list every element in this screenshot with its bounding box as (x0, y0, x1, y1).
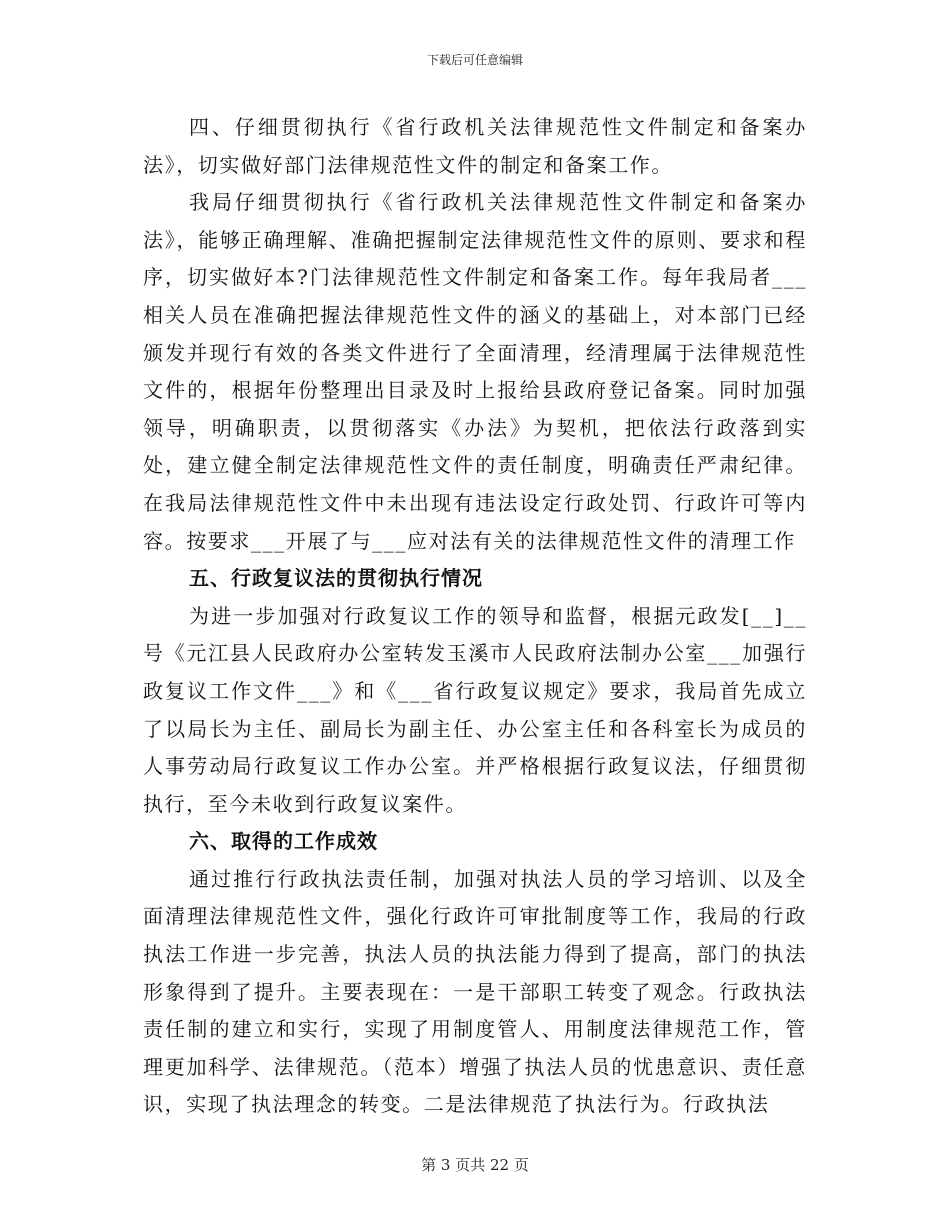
paragraph-section-5-body: 为进一步加强对行政复议工作的领导和监督，根据元政发[__]__号《元江县人民政府办公室转发玉溪市人民政府法制办公室___加强行政复议工作文件___》和《___省行政复议规定》要求，我局首先成立了以局长为主任、副局长为副主任、办公室主任和各科室长为成员的人事劳动局行政复议工作办公室。并严格根据行政复议法，仔细贯彻执行，至今未收到行政复议案件。 (143, 603, 807, 816)
heading-section-6: 六、取得的工作成效 (189, 829, 378, 854)
page-footer: 第 3 页共 22 页 (421, 1156, 529, 1174)
paragraph-section-6-body: 通过推行行政执法责任制，加强对执法人员的学习培训、以及全面清理法律规范性文件，强化行政许可审批制度等工作，我局的行政执法工作进一步完善，执法人员的执法能力得到了提高，部门的执法形象得到了提升。主要表现在：一是干部职工转变了观念。行政执法责任制的建立和实行，实现了用制度管人、用制度法律规范工作，管理更加科学、法律规范。（范本）增强了执法人员的忧患意识、责任意识，实现了执法理念的转变。二是法律规范了执法行为。行政执法 (143, 866, 807, 1117)
heading-section-5: 五、行政复议法的贯彻执行情况 (189, 566, 483, 591)
paragraph-section-4-title: 四、仔细贯彻执行《省行政机关法律规范性文件制定和备案办法》，切实做好部门法律规范性文件的制定和备案工作。 (143, 115, 807, 177)
paragraph-section-4-body: 我局仔细贯彻执行《省行政机关法律规范性文件制定和备案办法》，能够正确理解、准确把握制定法律规范性文件的原则、要求和程序，切实做好本?门法律规范性文件制定和备案工作。每年我局者___相关人员在准确把握法律规范性文件的涵义的基础上，对本部门已经颁发并现行有效的各类文件进行了全面清理，经清理属于法律规范性文件的，根据年份整理出目录及时上报给县政府登记备案。同时加强领导，明确职责，以贯彻落实《办法》为契机，把依法行政落到实处，建立健全制定法律规范性文件的责任制度，明确责任严肃纪律。在我局法律规范性文件中未出现有违法设定行政处罚、行政许可等内容。按要求___开展了与___应对法有关的法律规范性文件的清理工作 (143, 190, 807, 553)
document-body (143, 109, 807, 1124)
page-header: 下载后可任意编辑 (426, 53, 523, 67)
